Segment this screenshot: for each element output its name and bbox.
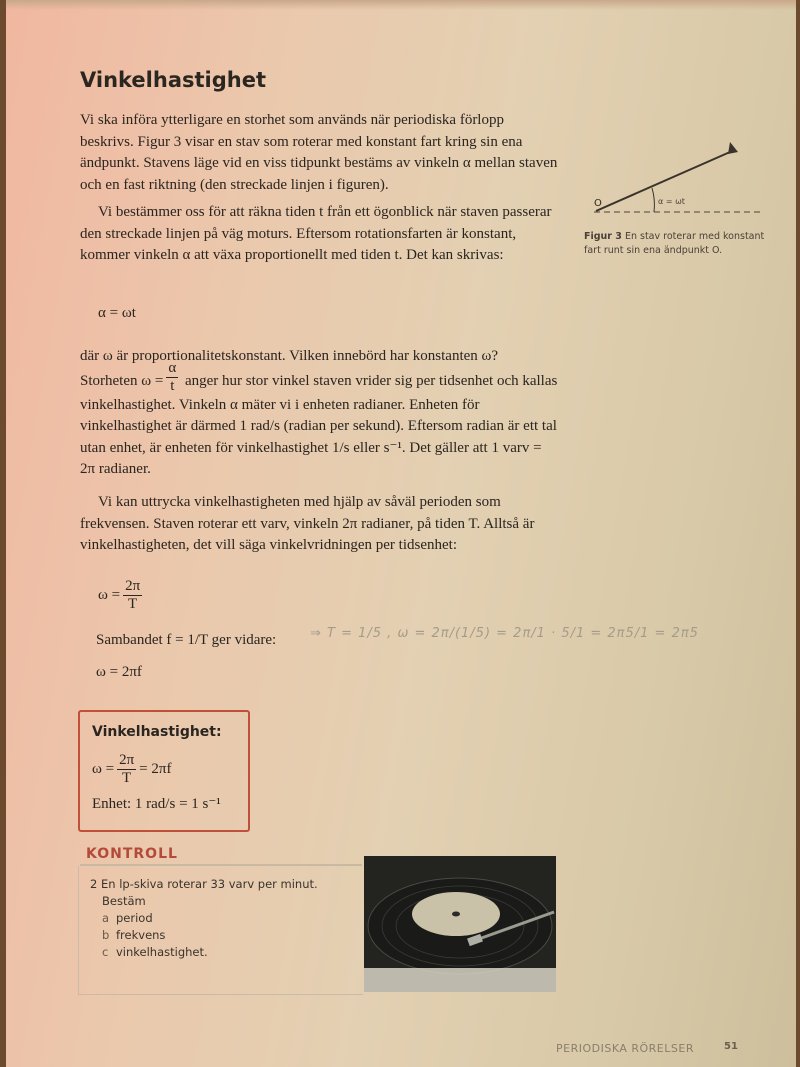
item-b-text: frekvens (116, 928, 166, 942)
twopi-over-T (123, 578, 142, 613)
figure-caption-text: En stav roterar med konstant fart runt sin ena ändpunkt O. (584, 231, 765, 256)
item-b-label: b (102, 928, 110, 942)
summary-rhs: = 2πf (139, 760, 172, 777)
origin-label: O (594, 198, 602, 209)
question-number: 2 (90, 877, 98, 891)
item-a-text: period (116, 911, 153, 925)
summary-fraction (117, 752, 136, 787)
twopi-num: 2π (125, 578, 141, 594)
summary-unit: Enhet: 1 rad/s = 1 s⁻¹ (92, 796, 221, 812)
question-item-a (90, 910, 350, 927)
summary-fraction-den: T (122, 770, 132, 786)
paragraph-2-text: Vi bestämmer oss för att räkna tiden t från ett ögonblick när staven passerar den streckade linjen på väg moturs. Eftersom rotationsfarten är konstant, kommer vinkeln α att växa proportionellt med tiden t. Det kan skrivas: (80, 204, 552, 263)
summary-box (78, 710, 250, 832)
inline-fraction-den: t (170, 377, 175, 394)
omega-inline-lhs: ω = (141, 372, 164, 389)
paragraph-1: Vi ska införa ytterligare en storhet som används när periodiska förlopp beskrivs. Figur 3 visar en stav som roterar med konstant fart kring sin ena ändpunkt. Stavens läge vid en viss tidpunkt bestäms av vinkeln α mellan staven och en fast riktning (den streckade linjen i figuren). (80, 112, 558, 193)
question-item-b (90, 927, 350, 944)
question-item-c (90, 944, 350, 961)
figure-caption (584, 230, 766, 258)
rotation-arrow-icon (728, 142, 738, 154)
figure-rotating-rod (584, 130, 764, 230)
record-player-photo (364, 856, 556, 992)
kontroll-heading: KONTROLL (86, 846, 178, 862)
section-heading: Vinkelhastighet (80, 68, 266, 92)
question-instruction: Bestäm (102, 894, 146, 908)
summary-box-title: Vinkelhastighet: (92, 724, 222, 740)
figure-caption-label: Figur 3 (584, 231, 622, 242)
paragraph-4 (80, 492, 558, 557)
footer-section-title: PERIODISKA RÖRELSER (556, 1042, 694, 1055)
item-a-label: a (102, 911, 110, 925)
inline-fraction (166, 360, 178, 395)
T-den: T (128, 596, 138, 612)
page-number: 51 (724, 1041, 738, 1052)
summary-formula (92, 752, 171, 787)
angle-label: α = ωt (658, 197, 685, 206)
kontroll-question (90, 876, 350, 961)
formula-omega-period (98, 578, 145, 613)
paragraph-3-rest: anger hur stor vinkel staven vrider sig per tidsenhet och kallas vinkelhastighet. Vinkeln α mäter vi i enheten radianer. Enheten för vinkelhastighet är därmed 1 rad/s (radian per sekund). Eftersom radian är ett tal utan enhet, är enheten för vinkelhastighet 1/s eller s⁻¹. Det gäller att 1 varv = 2π radianer. (80, 372, 558, 477)
item-c-label: c (102, 945, 109, 959)
paragraph-4-text: Vi kan uttrycka vinkelhastigheten med hjälp av såväl perioden som frekvensen. Staven roterar ett varv, vinkeln 2π radianer, på tiden T. Alltså är vinkelhastigheten, det vill säga vinkelvridningen per tidsenhet: (80, 494, 535, 553)
summary-lhs: ω = (92, 760, 115, 777)
paragraph-3 (80, 346, 558, 481)
paragraph-2 (80, 202, 558, 267)
item-c-text: vinkelhastighet. (116, 945, 208, 959)
angle-arc (652, 188, 654, 212)
storheten-word: Storheten (80, 372, 138, 389)
paragraph-3-start: där ω är proportionalitetskonstant. Vilken innebörd har konstanten ω? (80, 348, 499, 364)
omega-lhs: ω = (98, 586, 121, 603)
handwritten-notes: ⇒ T = 1/5 , ω = 2π/(1/5) = 2π/1 · 5/1 = 2π5/1 = 2π5 (310, 626, 699, 641)
formula-omega-frequency: ω = 2πf (96, 664, 142, 680)
formula-alpha: α = ωt (98, 305, 136, 321)
inline-fraction-num: α (168, 359, 177, 376)
page-top-edge (6, 0, 796, 10)
paragraph-5: Sambandet f = 1/T ger vidare: (96, 632, 277, 648)
question-text: En lp-skiva roterar 33 varv per minut. (100, 877, 318, 891)
summary-fraction-num: 2π (119, 752, 135, 768)
